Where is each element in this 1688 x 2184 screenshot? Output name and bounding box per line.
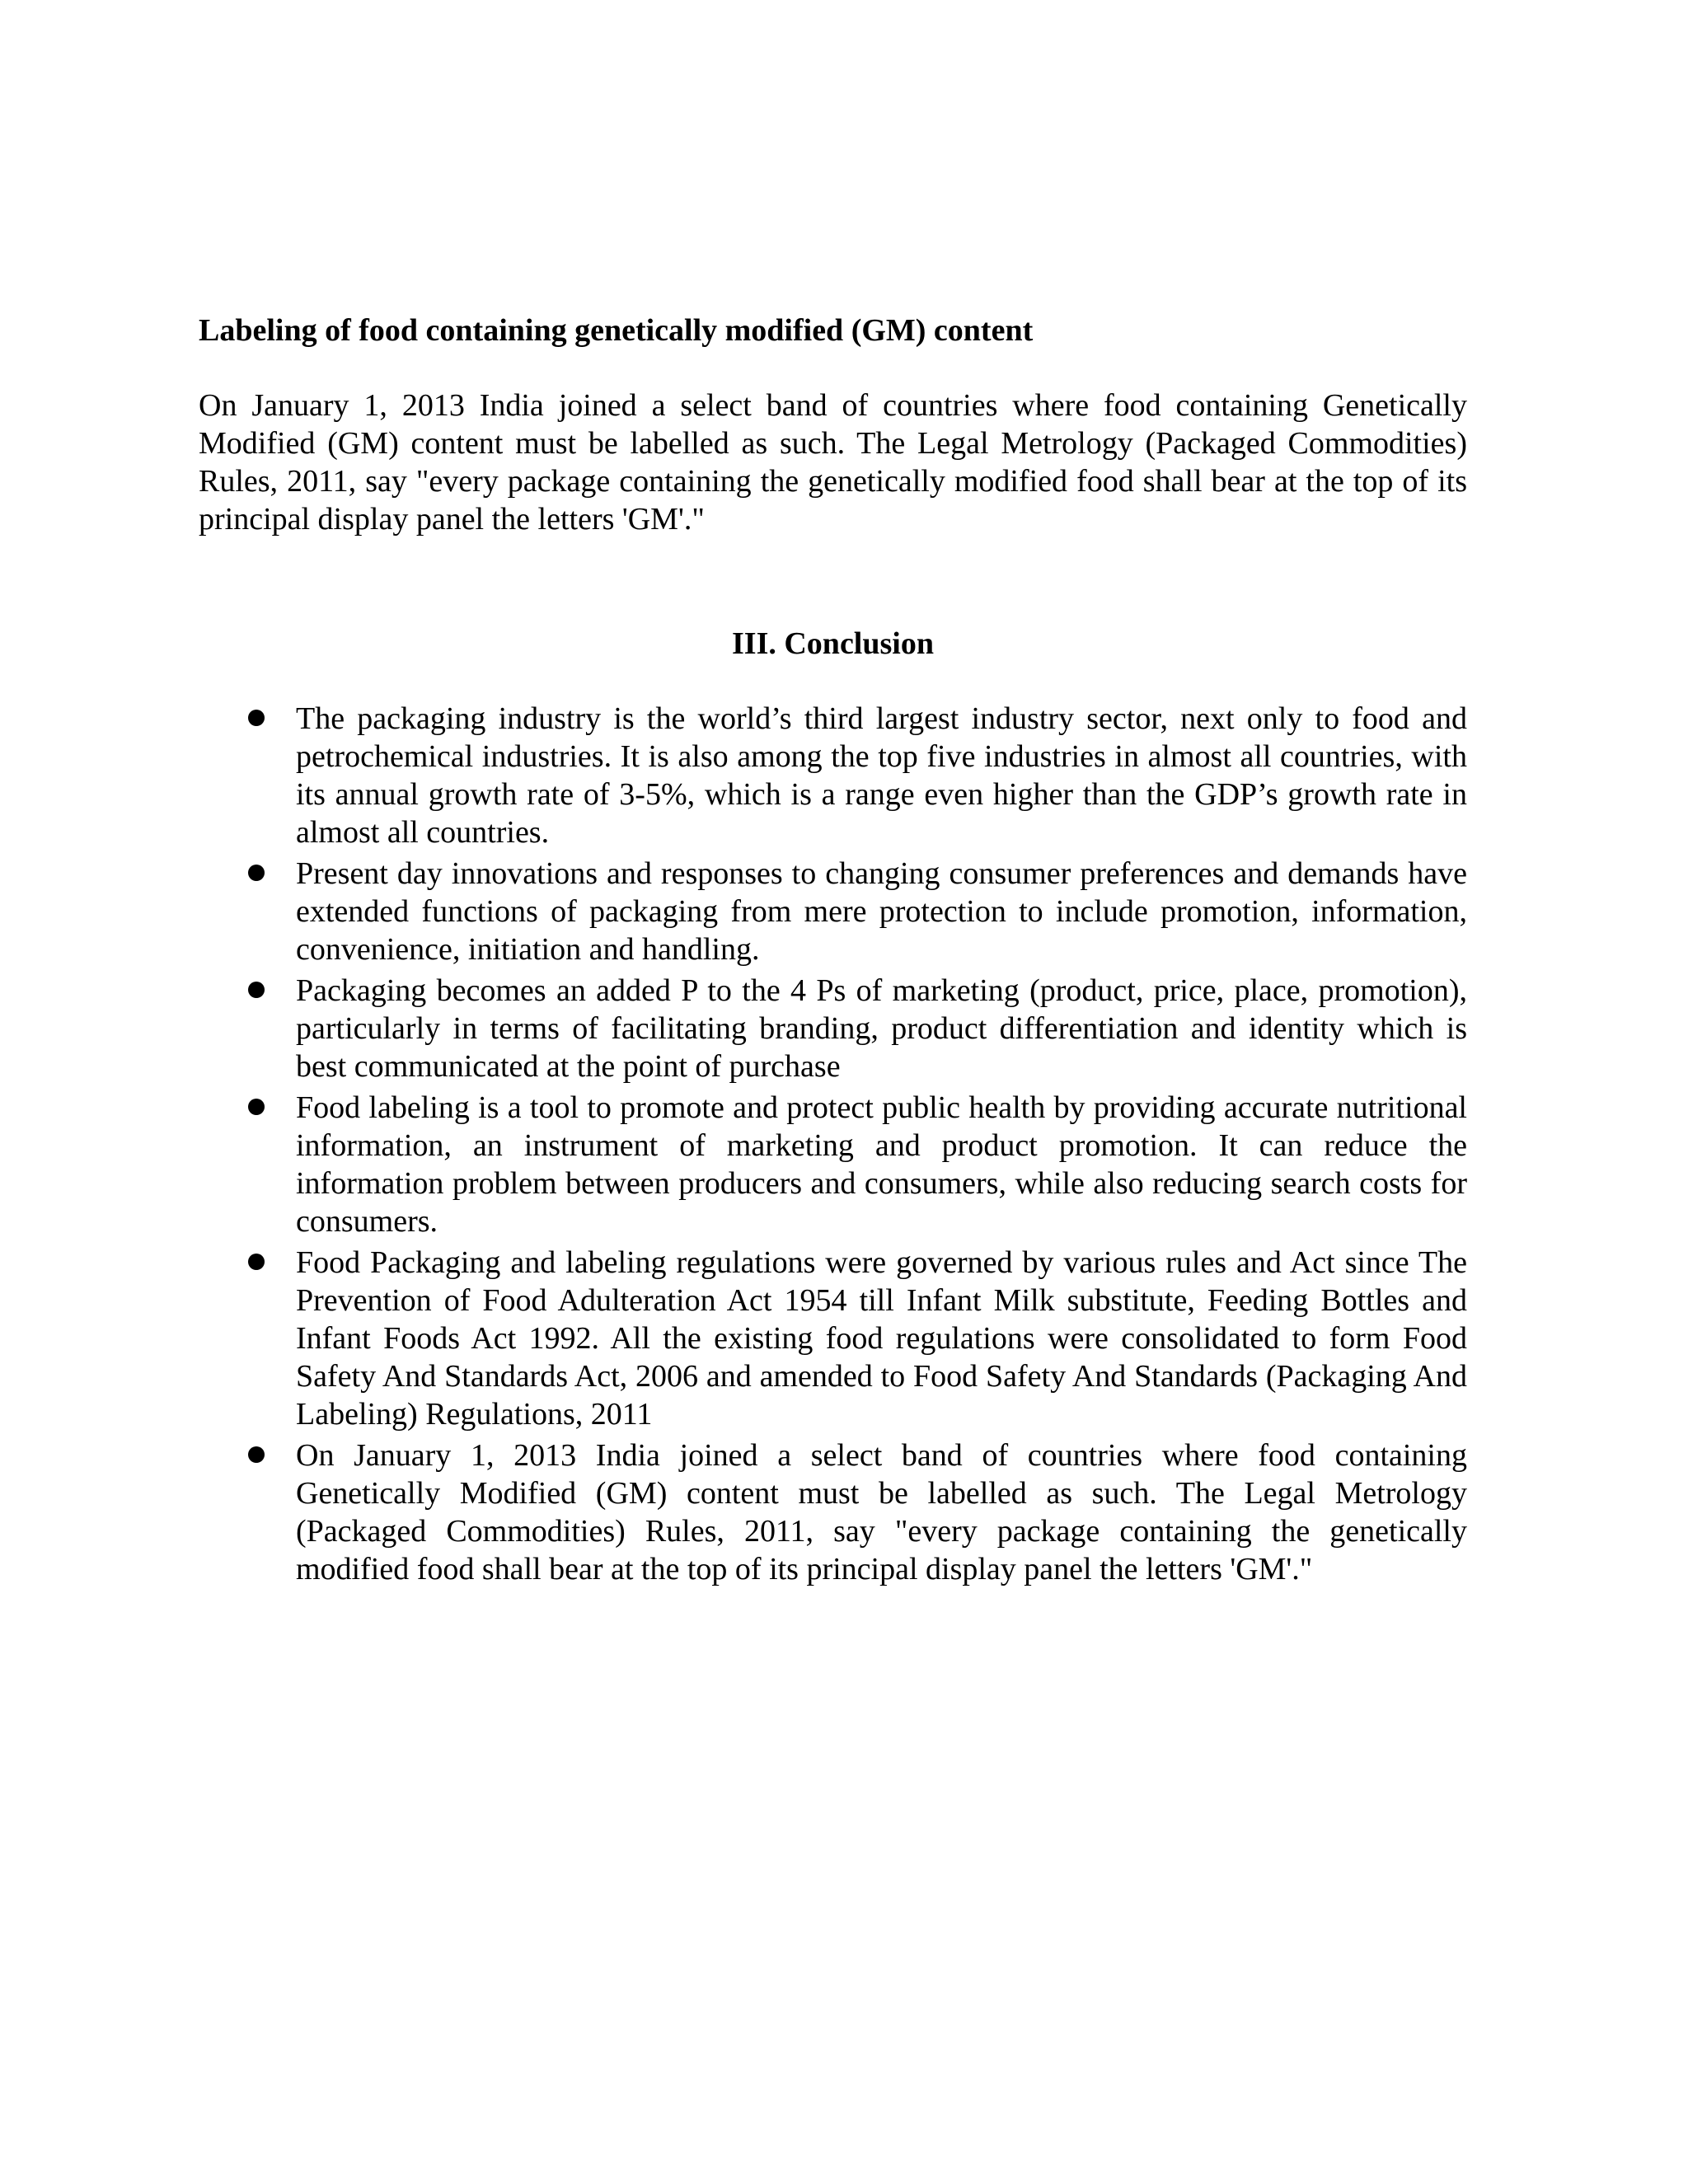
page-content (199, 312, 1467, 1591)
bullet-dot-icon (248, 1446, 265, 1463)
section-heading: Labeling of food containing genetically modified (GM) content (199, 313, 1034, 348)
conclusion-bullet-list (199, 700, 1467, 1588)
list-item (199, 700, 1467, 851)
bullet-dot-icon (248, 865, 265, 881)
bullet-dot-icon (248, 982, 265, 998)
list-item (199, 1089, 1467, 1240)
bullet-dot-icon (248, 1254, 265, 1270)
intro-paragraph: On January 1, 2013 India joined a select band of countries where food containing Genetically Modified (GM) content must be labelled as such. The Legal Metrology (Packaged Commodities) Rules, 2011, say "every package containing the genetically modified food shall bear at the top of its principal display panel the letters 'GM'." (199, 388, 1467, 537)
bullet-dot-icon (248, 710, 265, 726)
bullet-text: Food labeling is a tool to promote and protect public health by providing accurate nutritional information, an instrument of marketing and product promotion. It can reduce the information problem between producers and consumers, while also reducing search costs for consumers. (296, 1090, 1467, 1239)
list-item (199, 972, 1467, 1085)
conclusion-heading: III. Conclusion (732, 626, 934, 661)
bullet-text: Packaging becomes an added P to the 4 Ps of marketing (product, price, place, promotion), particularly in terms of facilitating branding, product differentiation and identity which is best communicated at the point of purchase (296, 973, 1467, 1084)
list-item (199, 1244, 1467, 1433)
bullet-text: Food Packaging and labeling regulations were governed by various rules and Act since The Prevention of Food Adulteration Act 1954 till Infant Milk substitute, Feeding Bottles and Infant Foods Act 1992. All the existing food regulations were consolidated to form Food Safety And Standards Act, 2006 and amended to Food Safety And Standards (Packaging And Labeling) Regulations, 2011 (296, 1245, 1467, 1432)
bullet-text: On January 1, 2013 India joined a select band of countries where food containing Genetically Modified (GM) content must be labelled as such. The Legal Metrology (Packaged Commodities) Rules, 2011, say "every package containing the genetically modified food shall bear at the top of its principal display panel the letters 'GM'." (296, 1438, 1467, 1586)
list-item (199, 1436, 1467, 1588)
bullet-text: The packaging industry is the world’s third largest industry sector, next only to food and petrochemical industries. It is also among the top five industries in almost all countries, with its annual growth rate of 3-5%, which is a range even higher than the GDP’s growth rate in almost all countries. (296, 701, 1467, 850)
list-item (199, 855, 1467, 968)
bullet-text: Present day innovations and responses to changing consumer preferences and demands have extended functions of packaging from mere protection to include promotion, information, convenience, initiation and handling. (296, 856, 1467, 967)
bullet-dot-icon (248, 1099, 265, 1115)
